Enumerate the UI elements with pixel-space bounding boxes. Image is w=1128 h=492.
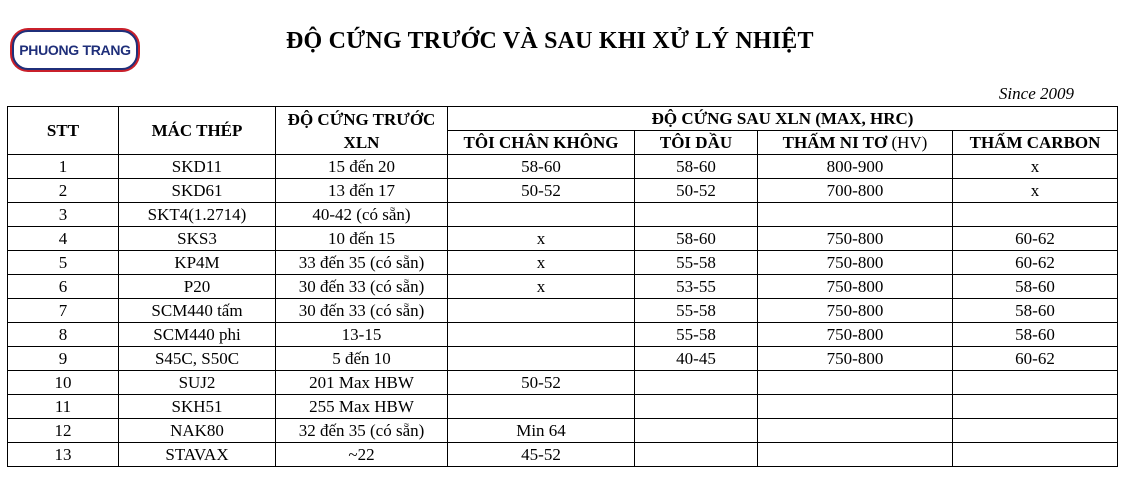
cell-toi-chan-khong bbox=[448, 347, 635, 371]
cell-before: 10 đến 15 bbox=[276, 227, 448, 251]
table-row bbox=[8, 323, 1118, 347]
cell-tham-ni-to: 750-800 bbox=[758, 227, 953, 251]
cell-toi-dau: 50-52 bbox=[635, 179, 758, 203]
cell-toi-chan-khong bbox=[448, 203, 635, 227]
cell-stt: 8 bbox=[8, 323, 119, 347]
cell-mac-thep: SKD61 bbox=[119, 179, 276, 203]
cell-before: 5 đến 10 bbox=[276, 347, 448, 371]
header-toi-dau: TÔI DẦU bbox=[635, 131, 758, 155]
table-row bbox=[8, 155, 1118, 179]
cell-mac-thep: SKT4(1.2714) bbox=[119, 203, 276, 227]
cell-before: 33 đến 35 (có sẵn) bbox=[276, 251, 448, 275]
table-row bbox=[8, 347, 1118, 371]
cell-tham-ni-to bbox=[758, 371, 953, 395]
table-row bbox=[8, 299, 1118, 323]
cell-before: 30 đến 33 (có sẵn) bbox=[276, 275, 448, 299]
cell-toi-dau: 55-58 bbox=[635, 251, 758, 275]
cell-tham-ni-to: 750-800 bbox=[758, 323, 953, 347]
cell-toi-chan-khong: 50-52 bbox=[448, 371, 635, 395]
cell-toi-chan-khong bbox=[448, 395, 635, 419]
cell-toi-dau: 58-60 bbox=[635, 227, 758, 251]
cell-stt: 6 bbox=[8, 275, 119, 299]
cell-toi-chan-khong: 45-52 bbox=[448, 443, 635, 467]
cell-before: ~22 bbox=[276, 443, 448, 467]
cell-mac-thep: NAK80 bbox=[119, 419, 276, 443]
cell-mac-thep: S45C, S50C bbox=[119, 347, 276, 371]
cell-before: 40-42 (có sẵn) bbox=[276, 203, 448, 227]
logo-text: PHUONG TRANG bbox=[19, 42, 131, 58]
cell-tham-carbon: 60-62 bbox=[953, 251, 1118, 275]
table-body bbox=[8, 155, 1118, 467]
cell-tham-carbon: x bbox=[953, 179, 1118, 203]
cell-before: 255 Max HBW bbox=[276, 395, 448, 419]
cell-stt: 11 bbox=[8, 395, 119, 419]
cell-tham-carbon bbox=[953, 371, 1118, 395]
cell-tham-carbon: 60-62 bbox=[953, 347, 1118, 371]
cell-before: 30 đến 33 (có sẵn) bbox=[276, 299, 448, 323]
header-tham-ni-to bbox=[758, 131, 953, 155]
header-tham-ni-to-unit: (HV) bbox=[891, 133, 928, 152]
cell-stt: 10 bbox=[8, 371, 119, 395]
cell-stt: 1 bbox=[8, 155, 119, 179]
header-toi-chan-khong: TÔI CHÂN KHÔNG bbox=[448, 131, 635, 155]
cell-toi-chan-khong bbox=[448, 323, 635, 347]
table-row bbox=[8, 419, 1118, 443]
cell-tham-carbon: x bbox=[953, 155, 1118, 179]
cell-mac-thep: SCM440 tấm bbox=[119, 299, 276, 323]
cell-before: 15 đến 20 bbox=[276, 155, 448, 179]
header-after-group: ĐỘ CỨNG SAU XLN (MAX, HRC) bbox=[448, 107, 1118, 131]
cell-before: 32 đến 35 (có sẵn) bbox=[276, 419, 448, 443]
since-label: Since 2009 bbox=[998, 84, 1074, 103]
cell-mac-thep: SKH51 bbox=[119, 395, 276, 419]
cell-tham-ni-to bbox=[758, 419, 953, 443]
cell-toi-dau bbox=[635, 419, 758, 443]
page-title: ĐỘ CỨNG TRƯỚC VÀ SAU KHI XỬ LÝ NHIỆT bbox=[286, 28, 814, 54]
header-stt: STT bbox=[8, 107, 119, 155]
header-tham-ni-to-label: THẤM NI TƠ bbox=[782, 133, 888, 152]
cell-stt: 13 bbox=[8, 443, 119, 467]
cell-tham-ni-to: 750-800 bbox=[758, 275, 953, 299]
cell-toi-chan-khong: 58-60 bbox=[448, 155, 635, 179]
cell-tham-ni-to: 750-800 bbox=[758, 299, 953, 323]
cell-stt: 9 bbox=[8, 347, 119, 371]
cell-toi-chan-khong: Min 64 bbox=[448, 419, 635, 443]
cell-before: 13-15 bbox=[276, 323, 448, 347]
hardness-table bbox=[7, 106, 1118, 467]
cell-toi-chan-khong bbox=[448, 299, 635, 323]
cell-stt: 2 bbox=[8, 179, 119, 203]
cell-tham-ni-to bbox=[758, 203, 953, 227]
cell-toi-dau bbox=[635, 371, 758, 395]
cell-toi-chan-khong: x bbox=[448, 251, 635, 275]
cell-tham-ni-to: 700-800 bbox=[758, 179, 953, 203]
cell-tham-carbon: 58-60 bbox=[953, 275, 1118, 299]
cell-toi-dau: 55-58 bbox=[635, 323, 758, 347]
cell-stt: 12 bbox=[8, 419, 119, 443]
cell-tham-carbon bbox=[953, 395, 1118, 419]
cell-tham-carbon bbox=[953, 203, 1118, 227]
table-row bbox=[8, 179, 1118, 203]
cell-mac-thep: P20 bbox=[119, 275, 276, 299]
cell-toi-dau bbox=[635, 443, 758, 467]
cell-tham-carbon bbox=[953, 419, 1118, 443]
cell-toi-dau: 58-60 bbox=[635, 155, 758, 179]
cell-toi-dau: 53-55 bbox=[635, 275, 758, 299]
cell-tham-carbon: 60-62 bbox=[953, 227, 1118, 251]
cell-tham-carbon bbox=[953, 443, 1118, 467]
cell-toi-chan-khong: 50-52 bbox=[448, 179, 635, 203]
table-row bbox=[8, 371, 1118, 395]
cell-before: 13 đến 17 bbox=[276, 179, 448, 203]
cell-tham-ni-to bbox=[758, 395, 953, 419]
cell-toi-dau bbox=[635, 395, 758, 419]
cell-mac-thep: STAVAX bbox=[119, 443, 276, 467]
cell-mac-thep: SKD11 bbox=[119, 155, 276, 179]
cell-mac-thep: KP4M bbox=[119, 251, 276, 275]
cell-before: 201 Max HBW bbox=[276, 371, 448, 395]
cell-tham-ni-to: 750-800 bbox=[758, 251, 953, 275]
cell-tham-ni-to: 750-800 bbox=[758, 347, 953, 371]
cell-tham-carbon: 58-60 bbox=[953, 323, 1118, 347]
cell-stt: 3 bbox=[8, 203, 119, 227]
cell-mac-thep: SCM440 phi bbox=[119, 323, 276, 347]
table-row bbox=[8, 227, 1118, 251]
table-row bbox=[8, 275, 1118, 299]
cell-tham-carbon: 58-60 bbox=[953, 299, 1118, 323]
cell-stt: 4 bbox=[8, 227, 119, 251]
header-before bbox=[276, 107, 448, 155]
cell-toi-dau: 40-45 bbox=[635, 347, 758, 371]
company-logo bbox=[12, 30, 138, 70]
cell-tham-ni-to: 800-900 bbox=[758, 155, 953, 179]
table-row bbox=[8, 395, 1118, 419]
cell-toi-chan-khong: x bbox=[448, 275, 635, 299]
table-row bbox=[8, 443, 1118, 467]
cell-toi-dau bbox=[635, 203, 758, 227]
cell-mac-thep: SKS3 bbox=[119, 227, 276, 251]
cell-toi-dau: 55-58 bbox=[635, 299, 758, 323]
header-before-text: ĐỘ CỨNG TRƯỚC XLN bbox=[287, 109, 436, 152]
cell-stt: 7 bbox=[8, 299, 119, 323]
cell-mac-thep: SUJ2 bbox=[119, 371, 276, 395]
cell-toi-chan-khong: x bbox=[448, 227, 635, 251]
header-tham-carbon: THẤM CARBON bbox=[953, 131, 1118, 155]
cell-stt: 5 bbox=[8, 251, 119, 275]
header-mac-thep: MÁC THÉP bbox=[119, 107, 276, 155]
table-row bbox=[8, 203, 1118, 227]
table-row bbox=[8, 251, 1118, 275]
cell-tham-ni-to bbox=[758, 443, 953, 467]
